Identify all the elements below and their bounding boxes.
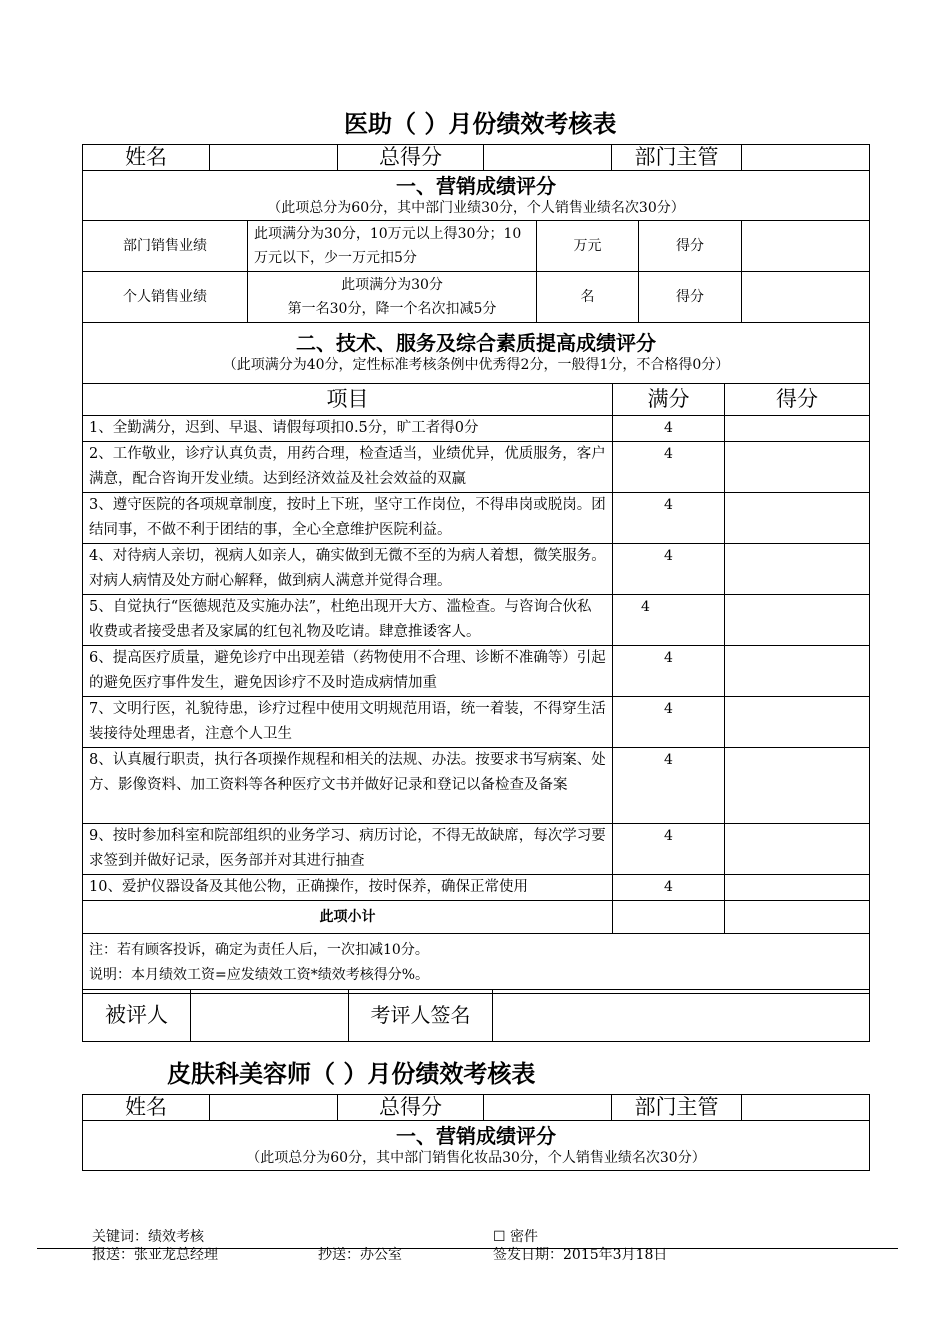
criteria-text: 8、认真履行职责，执行各项操作规程和相关的法规、办法。按要求书写病案、处方、影像资料、加工资料等各种医疗文书并做好记录和登记以备检查及备案 (83, 748, 613, 824)
sec1-heading: 一、营销成绩评分 (396, 173, 557, 198)
dept-sales-label: 部门销售业绩 (83, 221, 248, 272)
sec2-note: （此项满分为40分，定性标准考核条例中优秀得2分，一般得1分，不合格得0分） (222, 357, 730, 373)
criteria-score-field[interactable] (725, 697, 870, 748)
criteria-score-field[interactable] (725, 824, 870, 875)
col-full-header: 满分 (613, 384, 725, 416)
criteria-score-field[interactable] (725, 442, 870, 493)
criteria-full-score: 4 (613, 442, 725, 493)
criteria-score-field[interactable] (725, 493, 870, 544)
manager-field[interactable] (742, 145, 870, 171)
criteria-full-score: 4 (613, 748, 725, 824)
criteria-score-field[interactable] (725, 646, 870, 697)
evaluator-signature-field[interactable] (493, 990, 870, 1042)
subtotal-label: 此项小计 (83, 901, 613, 934)
manager-label: 部门主管 (612, 145, 742, 171)
sec1-note: （此项总分为60分，其中部门业绩30分，个人销售业绩名次30分） (267, 199, 685, 216)
total-score-label: 总得分 (338, 145, 484, 171)
criteria-text: 6、提高医疗质量，避免诊疗中出现差错（药物使用不合理、诊断不准确等）引起的避免医疗事件发生，避免因诊疗不及时造成病情加重 (83, 646, 613, 697)
form1-sales-table (82, 170, 870, 323)
criteria-full-score: 4 (613, 544, 725, 595)
criteria-full-score: 4 (613, 646, 725, 697)
name-field[interactable] (210, 1095, 338, 1121)
footer-keywords: 关键词：绩效考核 (92, 1229, 204, 1245)
subtotal-score-field[interactable] (725, 901, 870, 934)
criteria-text: 1、全勤满分，迟到、早退、请假每项扣0.5分，旷工者得0分 (83, 416, 613, 442)
form1-quality-table (82, 322, 870, 994)
criteria-score-field[interactable] (725, 595, 870, 646)
manager-field[interactable] (742, 1095, 870, 1121)
checkbox-icon[interactable]: ☐ (493, 1229, 506, 1245)
total-score-field[interactable] (484, 145, 612, 171)
complaint-note: 注：若有顾客投诉，确定为责任人后，一次扣减10分。 (89, 942, 429, 958)
col-score-header: 得分 (725, 384, 870, 416)
criteria-text: 7、文明行医，礼貌待患，诊疗过程中使用文明规范用语，统一着装，不得穿生活装接待处理患者，注意个人卫生 (83, 697, 613, 748)
form2-sec1-heading-cell (83, 1121, 870, 1171)
col-item-header: 项目 (83, 384, 613, 416)
evaluator-label: 考评人签名 (349, 990, 493, 1042)
criteria-full-score: 4 (613, 416, 725, 442)
secret-label: 密件 (510, 1229, 539, 1245)
footer-secret (493, 1228, 538, 1246)
subtotal-full-field[interactable] (613, 901, 725, 934)
criteria-text: 2、工作敬业，诊疗认真负责，用药合理，检查适当，业绩优异，优质服务，客户满意，配合咨询开发业绩。达到经济效益及社会效益的双赢 (83, 442, 613, 493)
sec1-heading-cell (83, 171, 870, 221)
footer-date: 签发日期：2015年3月18日 (493, 1247, 668, 1263)
criteria-full-score: 4 (613, 824, 725, 875)
criteria-text: 10、爱护仪器设备及其他公物，正确操作，按时保养，确保正常使用 (83, 875, 613, 901)
criteria-text: 5、自觉执行“医德规范及实施办法”，杜绝出现开大方、滥检查。与咨询合伙私收费或者接受患者及家属的红包礼物及吃请。肆意推诿客人。 (83, 595, 613, 646)
footer-report-to: 报送：张亚龙总经理 (92, 1247, 218, 1263)
personal-sales-label: 个人销售业绩 (83, 272, 248, 323)
criteria-score-field[interactable] (725, 875, 870, 901)
form2-title: 皮肤科美容师（ ）月份绩效考核表 (167, 1060, 536, 1088)
form2-header-table (82, 1094, 870, 1171)
criteria-score-field[interactable] (725, 748, 870, 824)
name-field[interactable] (210, 145, 338, 171)
personal-sales-desc-line2: 第一名30分，降一个名次扣减5分 (287, 301, 497, 317)
criteria-full-score: 4 (613, 595, 725, 646)
criteria-score-field[interactable] (725, 544, 870, 595)
evaluatee-field[interactable] (191, 990, 349, 1042)
name-label: 姓名 (83, 1095, 210, 1121)
criteria-text: 3、遵守医院的各项规章制度，按时上下班，坚守工作岗位，不得串岗或脱岗。团结同事，不做不利于团结的事，全心全意维护医院利益。 (83, 493, 613, 544)
personal-sales-score-label: 得分 (639, 272, 742, 323)
personal-sales-desc (248, 272, 537, 323)
criteria-text: 9、按时参加科室和院部组织的业务学习、病历讨论，不得无故缺席，每次学习要求签到并做好记录，医务部并对其进行抽查 (83, 824, 613, 875)
criteria-score-field[interactable] (725, 416, 870, 442)
criteria-full-score: 4 (613, 697, 725, 748)
personal-sales-desc-line1: 此项满分为30分 (341, 277, 443, 293)
dept-sales-score-label: 得分 (639, 221, 742, 272)
total-score-field[interactable] (484, 1095, 612, 1121)
manager-label: 部门主管 (612, 1095, 742, 1121)
criteria-full-score: 4 (613, 875, 725, 901)
criteria-text: 4、对待病人亲切，视病人如亲人，确实做到无微不至的为病人着想，微笑服务。对病人病情及处方耐心解释，做到病人满意并觉得合理。 (83, 544, 613, 595)
name-label: 姓名 (83, 145, 210, 171)
dept-sales-score-field[interactable] (742, 221, 870, 272)
form1-sign-table (82, 989, 870, 1042)
total-score-label: 总得分 (338, 1095, 484, 1121)
form2-sec1-heading: 一、营销成绩评分 (396, 1123, 556, 1148)
salary-note: 说明：本月绩效工资=应发绩效工资*绩效考核得分%。 (89, 967, 430, 983)
criteria-full-score: 4 (613, 493, 725, 544)
evaluatee-label: 被评人 (83, 990, 191, 1042)
dept-sales-unit: 万元 (537, 221, 639, 272)
form2-sec1-note: （此项总分为60分，其中部门销售化妆品30分，个人销售业绩名次30分） (246, 1149, 706, 1166)
form1-title: 医助（ ）月份绩效考核表 (344, 110, 617, 138)
sec2-heading: 二、技术、服务及综合素质提高成绩评分 (296, 331, 657, 355)
personal-sales-score-field[interactable] (742, 272, 870, 323)
sec2-heading-cell (83, 323, 870, 384)
notes-cell (83, 934, 870, 994)
personal-sales-unit: 名 (537, 272, 639, 323)
dept-sales-desc: 此项满分为30分，10万元以上得30分；10万元以下，少一万元扣5分 (248, 221, 537, 272)
footer-cc: 抄送：办公室 (318, 1247, 402, 1263)
form1-header-table (82, 144, 870, 171)
